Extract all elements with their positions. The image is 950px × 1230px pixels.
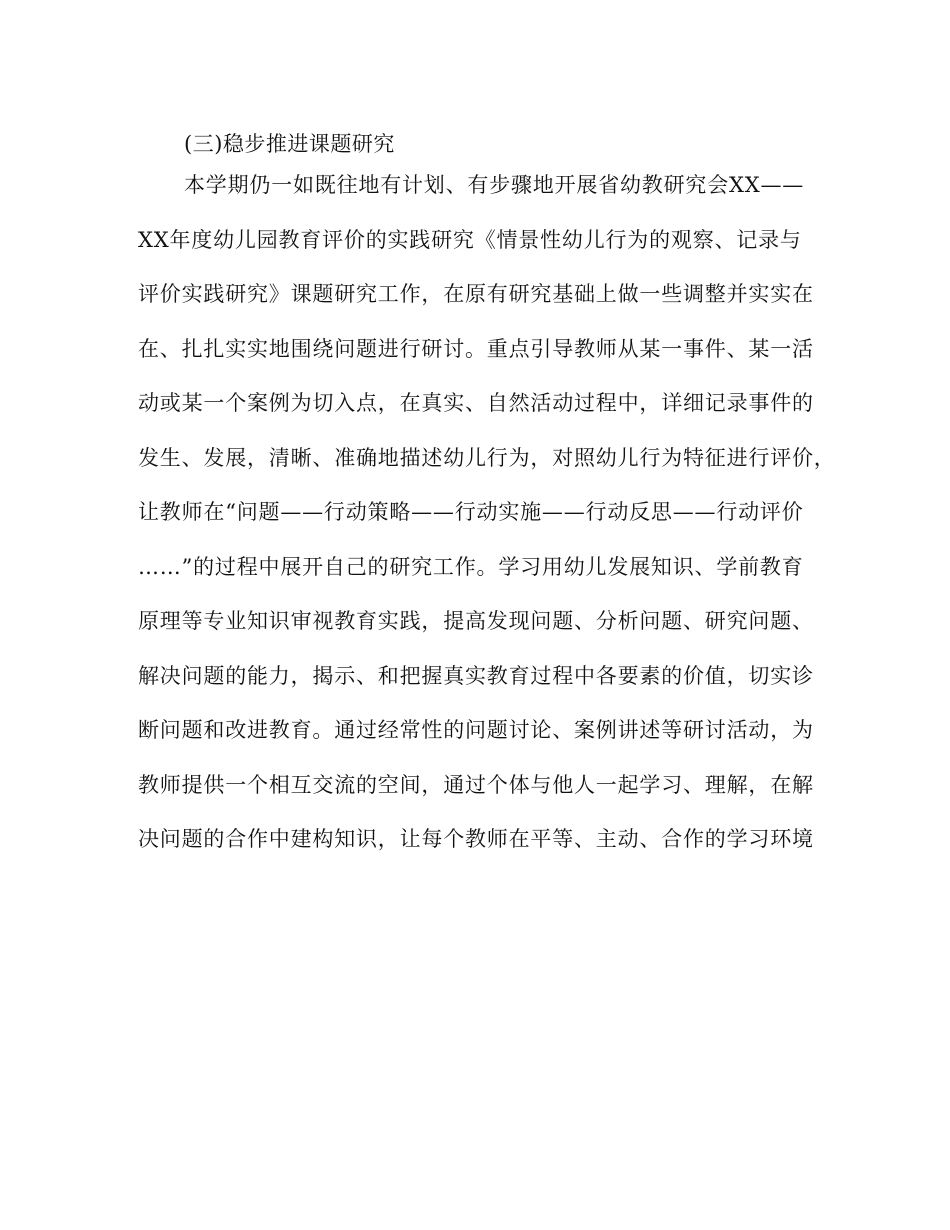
- paragraph-line: 让教师在“问题——行动策略——行动实施——行动反思——行动评价: [138, 500, 804, 524]
- paragraph-line: 在、扎扎实实地围绕问题进行研讨。重点引导教师从某一事件、某一活: [138, 336, 814, 361]
- paragraph-line: 动或某一个案例为切入点，在真实、自然活动过程中，详细记录事件的: [138, 391, 814, 415]
- paragraph-line: 教师提供一个相互交流的空间，通过个体与他人一起学习、理解，在解: [138, 772, 814, 797]
- section-heading: (三)稳步推进课题研究: [184, 132, 395, 156]
- paragraph-line: 评价实践研究》课题研究工作，在原有研究基础上做一些调整并实实在: [138, 282, 814, 306]
- paragraph-line: 发生、发展，清晰、准确地描述幼儿行为，对照幼儿行为特征进行评价，: [138, 445, 836, 470]
- paragraph-line: 本学期仍一如既往地有计划、有步骤地开展省幼教研究会XX——: [184, 173, 805, 197]
- paragraph-line: 原理等专业知识审视教育实践，提高发现问题、分析问题、研究问题、: [138, 609, 814, 633]
- paragraph-line: ……”的过程中展开自己的研究工作。学习用幼儿发展知识、学前教育: [138, 554, 804, 579]
- paragraph-line: 断问题和改进教育。通过经常性的问题讨论、案例讲述等研讨活动，为: [138, 718, 814, 742]
- paragraph-line: 解决问题的能力，揭示、和把握真实教育过程中各要素的价值，切实诊: [138, 663, 814, 688]
- paragraph-line: 决问题的合作中建构知识，让每个教师在平等、主动、合作的学习环境: [138, 827, 814, 851]
- body-paragraph: [138, 171, 838, 880]
- paragraph-line: XX年度幼儿园教育评价的实践研究《情景性幼儿行为的观察、记录与: [138, 227, 802, 252]
